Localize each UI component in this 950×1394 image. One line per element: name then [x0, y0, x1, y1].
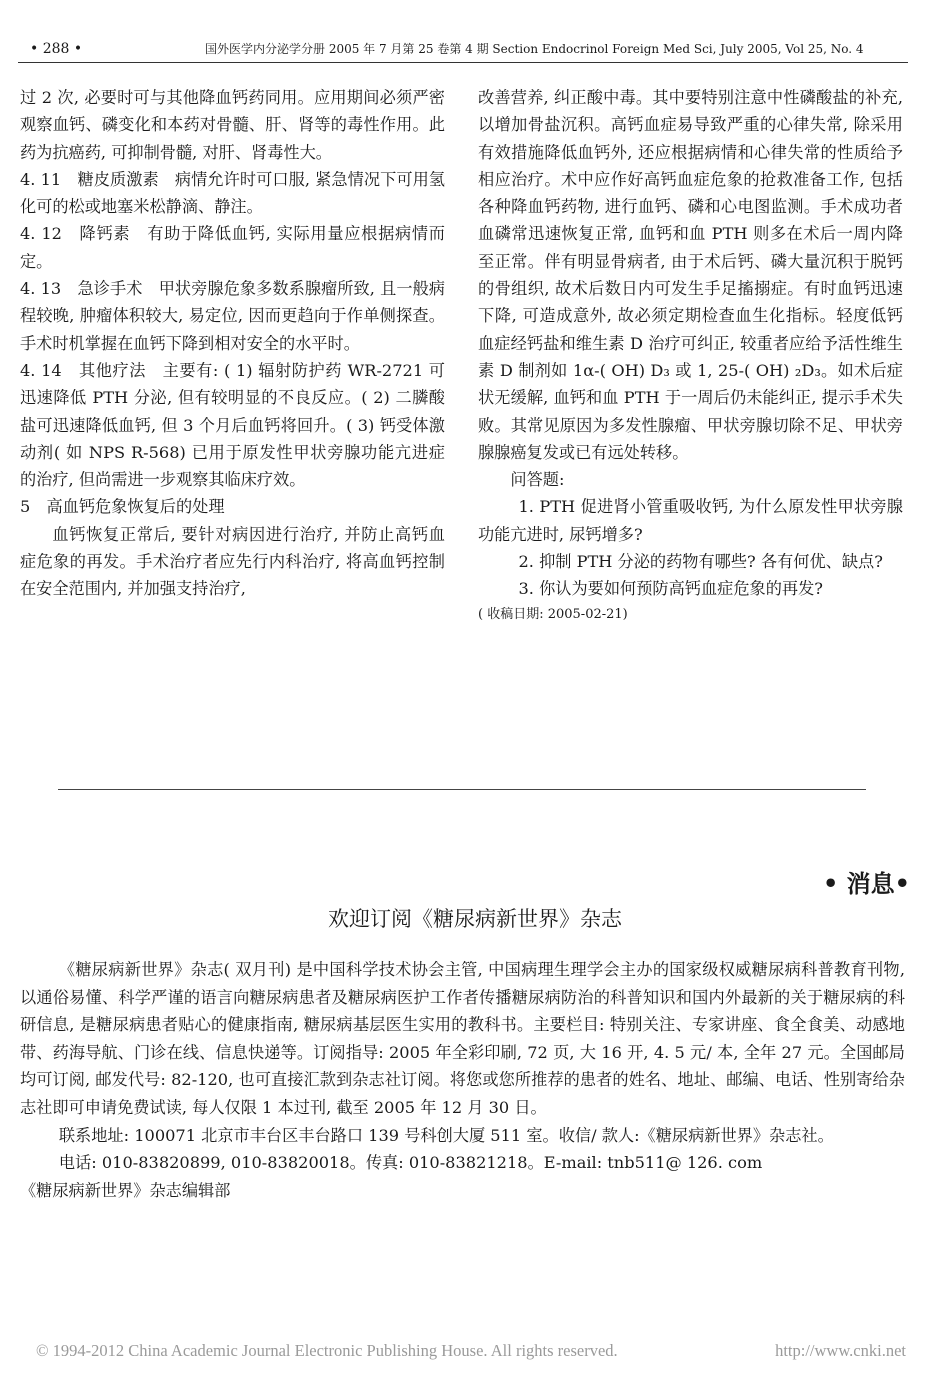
- received-date: ( 收稿日期: 2005-02-21): [478, 606, 628, 622]
- section-5-heading: 5 高血钙危象恢复后的处理: [20, 497, 225, 517]
- header-rule: [18, 62, 908, 63]
- paragraph-continuation: 过 2 次, 必要时可与其他降血钙药同用。应用期间必须严密观察血钙、磷变化和本药对骨髓、肝、肾等的毒性作用。此药为抗癌药, 可抑制骨髓, 对肝、肾毒性大。: [20, 88, 445, 162]
- question-3: 3. 你认为要如何预防高钙血症危象的再发?: [518, 579, 823, 599]
- news-title: 欢迎订阅《糖尿病新世界》杂志: [328, 907, 622, 931]
- footer-url: http://www.cnki.net: [775, 1341, 906, 1360]
- news-paragraph: 《糖尿病新世界》杂志( 双月刊) 是中国科学技术协会主管, 中国病理生理学会主办的国家级权威糖尿病科普教育刊物, 以通俗易懂、科学严谨的语言向糖尿病患者及糖尿病医护工作者传播糖尿病防治的科普知识和国内外最新的关于糖尿病的科研信息, 是糖尿病患者贴心的健康指南, 糖尿病基层医生实用的教科书。主要栏目: 特别关注、专家讲座、食全食美、动感地带、药海导航、门诊在线、信息快递等。订阅指导: 2005 年全彩印刷, 72 页, 大 16 开, 4. 5 元/ 本, 全年 27 元。全国邮局均可订阅, 邮发代号: 82-120, 也可直接汇款到杂志社订阅。将您或您所推荐的患者的姓名、地址、邮编、电话、性别寄给杂志社即可申请免费试读, 每人仅限 1 本过刊, 截至 2005 年 12 月 30 日。: [20, 960, 905, 1117]
- section-4-13: 4. 13 急诊手术 甲状旁腺危象多数系腺瘤所致, 且一般病程较晚, 肿瘤体积较大, 易定位, 因而更趋向于作单侧探查。手术时机掌握在血钙下降到相对安全的水平时。: [20, 279, 445, 353]
- running-header: [30, 38, 910, 60]
- section-4-14: 4. 14 其他疗法 主要有: ( 1) 辐射防护药 WR-2721 可迅速降低 PTH 分泌, 但有较明显的不良反应。( 2) 二膦酸盐可迅速降低血钙, 但 3 个月后血钙将回升。( 3) 钙受体激动剂( 如 NPS R-568) 已用于原发性甲状旁腺功能亢进症的治疗, 但尚需进一步观察其临床疗效。: [20, 360, 445, 490]
- copyright-text: © 1994-2012 China Academic Journal Electronic Publishing House. All rights reserved.: [36, 1341, 618, 1360]
- news-address: 联系地址: 100071 北京市丰台区丰台路口 139 号科创大厦 511 室。收信/ 款人:《糖尿病新世界》杂志社。: [58, 1125, 834, 1145]
- news-body: [20, 956, 905, 1204]
- news-signature: 《糖尿病新世界》杂志编辑部: [20, 1180, 231, 1200]
- left-column: [20, 84, 445, 603]
- news-contact: 电话: 010-83820899, 010-83820018。传真: 010-83821218。E-mail: tnb511@ 126. com: [58, 1153, 763, 1173]
- questions-heading: 问答题:: [510, 470, 565, 490]
- question-1: 1. PTH 促进肾小管重吸收钙, 为什么原发性甲状旁腺功能亢进时, 尿钙增多?: [478, 497, 903, 544]
- paragraph-continuation-right: 改善营养, 纠正酸中毒。其中要特别注意中性磷酸盐的补充, 以增加骨盐沉积。高钙血症易导致严重的心律失常, 除采用有效措施降低血钙外, 还应根据病情和心律失常的性质给予相应治疗。术中应作好高钙血症危象的抢救准备工作, 包括各种降血钙药物, 进行血钙、磷和心电图监测。手术成功者血磷常迅速恢复正常, 血钙和血 PTH 则多在术后一周内降至正常。伴有明显骨病者, 由于术后钙、磷大量沉积于脱钙的骨组织, 故术后数日内可发生手足搐搦症。有时血钙迅速下降, 可造成意外, 故必须定期检查血生化指标。轻度低钙血症经钙盐和维生素 D 治疗可纠正, 较重者应给予活性维生素 D 制剂如 1α-( OH) D₃ 或 1, 25-( OH) ₂D₃。如术后症状无缓解, 血钙和血 PTH 于一周后仍未能纠正, 提示手术失败。其常见原因为多发性腺瘤、甲状旁腺切除不足、甲状旁腺腺癌复发或已有远处转移。: [478, 88, 903, 462]
- right-column: [478, 84, 903, 627]
- section-4-12: 4. 12 降钙素 有助于降低血钙, 实际用量应根据病情而定。: [20, 224, 445, 271]
- section-divider: [58, 789, 866, 790]
- section-5-paragraph: 血钙恢复正常后, 要针对病因进行治疗, 并防止高钙血症危象的再发。手术治疗者应先行内科治疗, 将高血钙控制在安全范围内, 并加强支持治疗,: [20, 524, 445, 599]
- page-number: • 288 •: [30, 41, 83, 57]
- news-tag: • 消息•: [822, 869, 910, 898]
- section-4-11: 4. 11 糖皮质激素 病情允许时可口服, 紧急情况下可用氢化可的松或地塞米松静滴、静注。: [20, 169, 445, 217]
- question-2: 2. 抑制 PTH 分泌的药物有哪些? 各有何优、缺点?: [518, 552, 883, 572]
- journal-citation: 国外医学内分泌学分册 2005 年 7 月第 25 卷第 4 期 Section Endocrinol Foreign Med Sci, July 2005, Vol 25, No. 4: [205, 42, 864, 56]
